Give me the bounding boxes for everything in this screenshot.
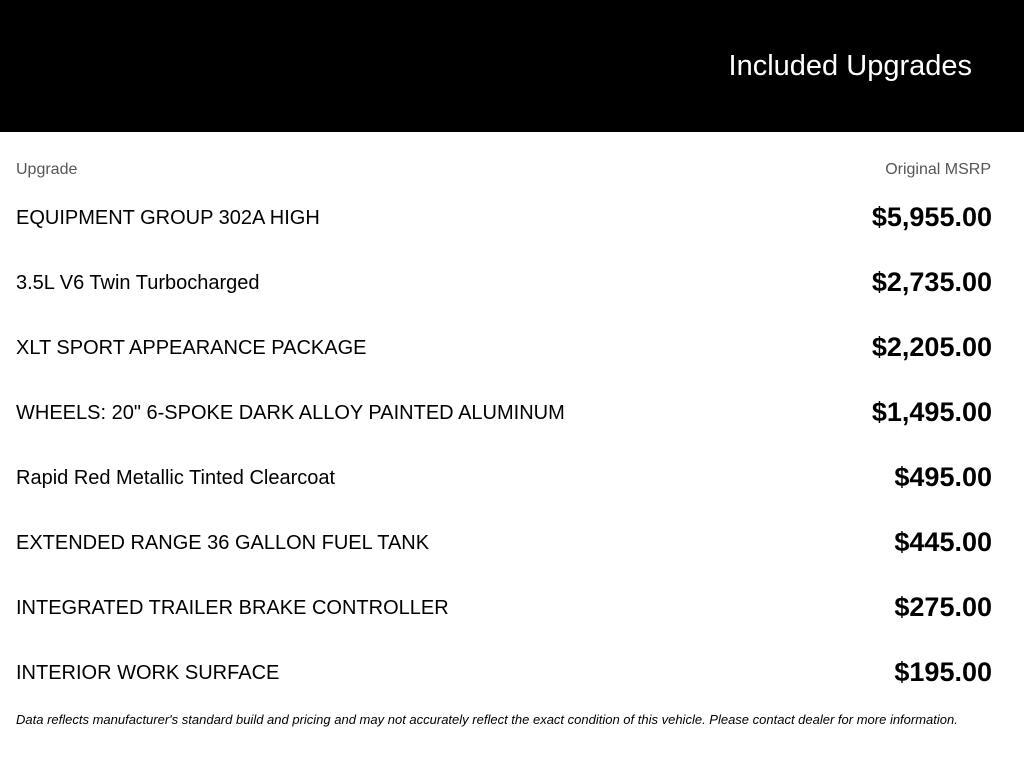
- upgrade-price: $5,955.00: [871, 202, 992, 232]
- upgrade-price: $495.00: [894, 462, 992, 492]
- upgrade-price: $1,495.00: [871, 397, 992, 427]
- upgrade-row: [16, 380, 992, 445]
- upgrade-row: [16, 250, 992, 315]
- msrp-column-label: Original MSRP: [885, 161, 991, 178]
- column-headers: [16, 160, 991, 180]
- upgrade-row: [16, 575, 992, 640]
- page-header: [0, 0, 1024, 132]
- upgrade-row: [16, 640, 992, 705]
- upgrade-name: WHEELS: 20" 6-SPOKE DARK ALLOY PAINTED ALUMINUM: [16, 402, 565, 424]
- upgrade-name: Rapid Red Metallic Tinted Clearcoat: [16, 467, 336, 489]
- upgrade-name: INTERIOR WORK SURFACE: [16, 662, 280, 684]
- upgrade-price: $195.00: [894, 657, 992, 687]
- upgrade-price: $445.00: [894, 527, 992, 557]
- upgrade-row: [16, 510, 992, 575]
- upgrade-name: EQUIPMENT GROUP 302A HIGH: [16, 207, 320, 229]
- upgrade-price: $2,735.00: [871, 267, 992, 297]
- upgrade-name: 3.5L V6 Twin Turbocharged: [16, 272, 260, 294]
- upgrade-row: [16, 445, 992, 510]
- upgrade-price: $275.00: [894, 592, 992, 622]
- upgrade-name: XLT SPORT APPEARANCE PACKAGE: [16, 337, 367, 359]
- upgrade-name: EXTENDED RANGE 36 GALLON FUEL TANK: [16, 532, 430, 554]
- disclaimer-text: Data reflects manufacturer's standard build and pricing and may not accurately reflect the exact condition of this vehicle. Please contact dealer for more information.: [16, 712, 958, 727]
- upgrade-column-label: Upgrade: [16, 161, 78, 178]
- upgrade-row: [16, 185, 992, 250]
- upgrade-name: INTEGRATED TRAILER BRAKE CONTROLLER: [16, 597, 449, 619]
- upgrades-list: [16, 185, 992, 705]
- upgrade-row: [16, 315, 992, 380]
- upgrade-price: $2,205.00: [871, 332, 992, 362]
- page-title: Included Upgrades: [728, 50, 972, 82]
